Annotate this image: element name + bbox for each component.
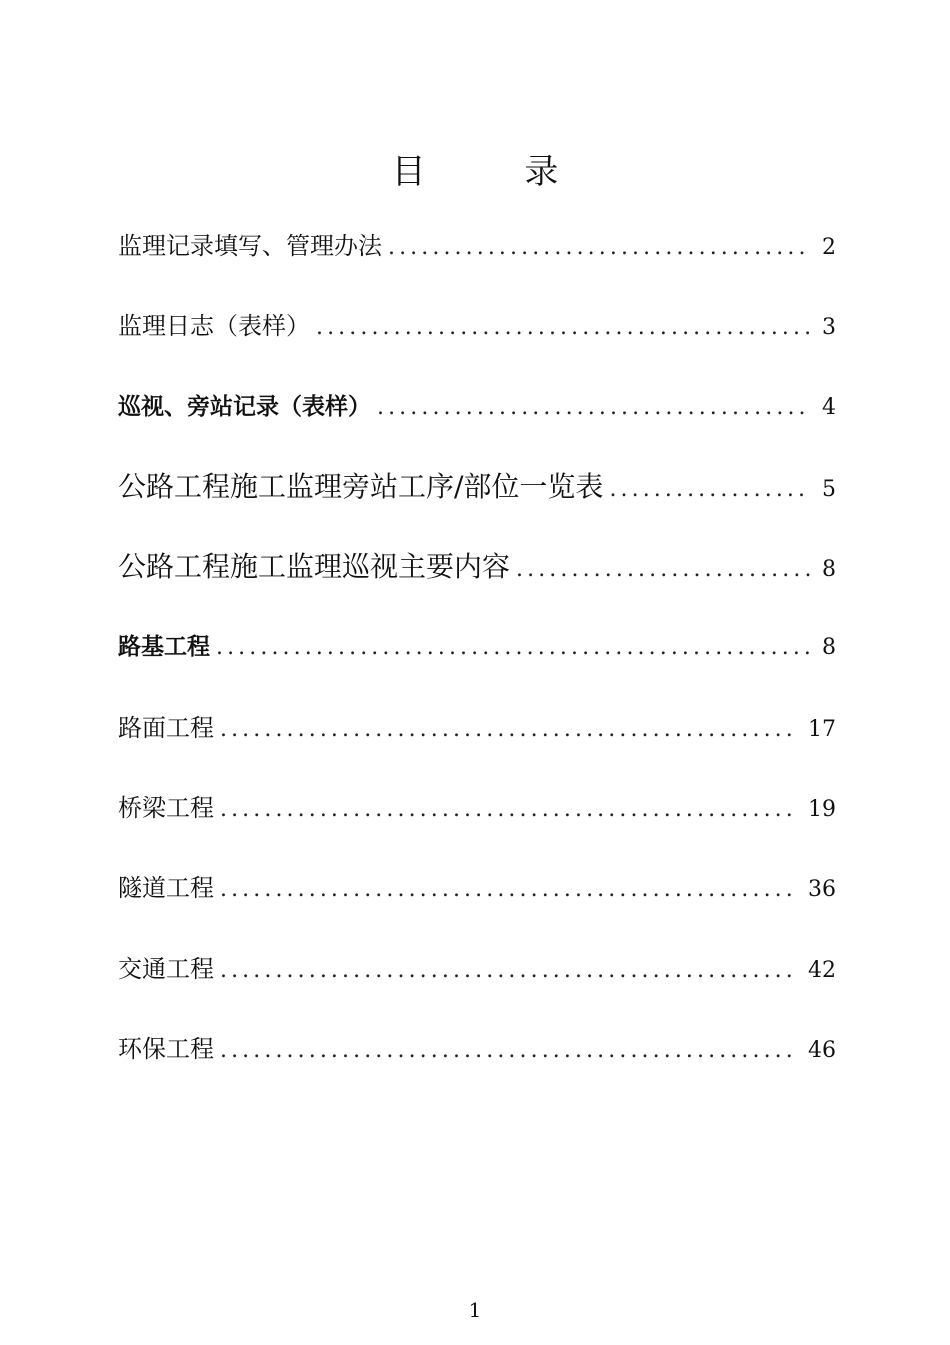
toc-dot-leader — [516, 557, 810, 582]
toc-entry[interactable] — [118, 706, 836, 786]
toc-entry[interactable] — [118, 866, 836, 946]
toc-entry-page: 19 — [808, 797, 836, 823]
toc-dot-leader — [388, 235, 810, 260]
toc-entry-label: 环保工程 — [118, 1034, 214, 1063]
toc-dot-leader — [609, 477, 810, 502]
toc-entry-label: 路基工程 — [118, 634, 210, 661]
toc-dot-leader — [220, 1038, 796, 1063]
toc-entry-page: 4 — [822, 394, 836, 420]
toc-entry-page: 2 — [822, 235, 836, 260]
toc-entry-label: 隧道工程 — [118, 874, 214, 903]
page-number: 1 — [468, 1298, 482, 1322]
toc-entry-page: 36 — [808, 877, 836, 903]
toc-entry-page: 8 — [822, 635, 836, 661]
toc-entry[interactable] — [118, 545, 836, 625]
toc-dot-leader — [316, 315, 810, 340]
toc-dot-leader — [220, 877, 796, 902]
toc-entry-label: 监理日志（表样） — [118, 312, 310, 341]
toc-entry-page: 8 — [822, 557, 836, 583]
toc-entry[interactable] — [118, 465, 836, 545]
toc-entry-page: 46 — [808, 1037, 836, 1063]
toc-dot-leader — [220, 797, 796, 822]
toc-entry-label: 交通工程 — [118, 954, 214, 983]
toc-entry[interactable] — [118, 947, 836, 1027]
toc-entry-label: 监理记录填写、管理办法 — [118, 232, 382, 260]
toc-title: 目 录 — [391, 152, 603, 192]
toc-dot-leader — [220, 717, 796, 742]
toc-entry[interactable] — [118, 304, 836, 384]
toc-dot-leader — [216, 635, 810, 660]
toc-entry-page: 42 — [808, 957, 836, 983]
toc-entry-page: 5 — [822, 476, 836, 502]
toc-entry-label: 巡视、旁站记录（表样） — [118, 393, 371, 420]
toc-entry-label: 公路工程施工监理旁站工序/部位一览表 — [118, 469, 604, 503]
toc-entry[interactable] — [118, 786, 836, 866]
toc-entry-page: 3 — [822, 315, 836, 341]
toc-entry-page: 17 — [808, 716, 836, 742]
toc-entry[interactable] — [118, 625, 836, 705]
toc-entry-label: 路面工程 — [118, 713, 214, 742]
toc-entry-label: 公路工程施工监理巡视主要内容 — [118, 550, 511, 584]
toc-entry[interactable] — [118, 385, 836, 465]
toc-dot-leader — [220, 958, 796, 983]
toc-entry[interactable] — [118, 224, 836, 304]
toc-list — [118, 224, 836, 1107]
toc-entry-label: 桥梁工程 — [118, 794, 214, 823]
toc-entry[interactable] — [118, 1027, 836, 1107]
toc-dot-leader — [377, 395, 810, 420]
